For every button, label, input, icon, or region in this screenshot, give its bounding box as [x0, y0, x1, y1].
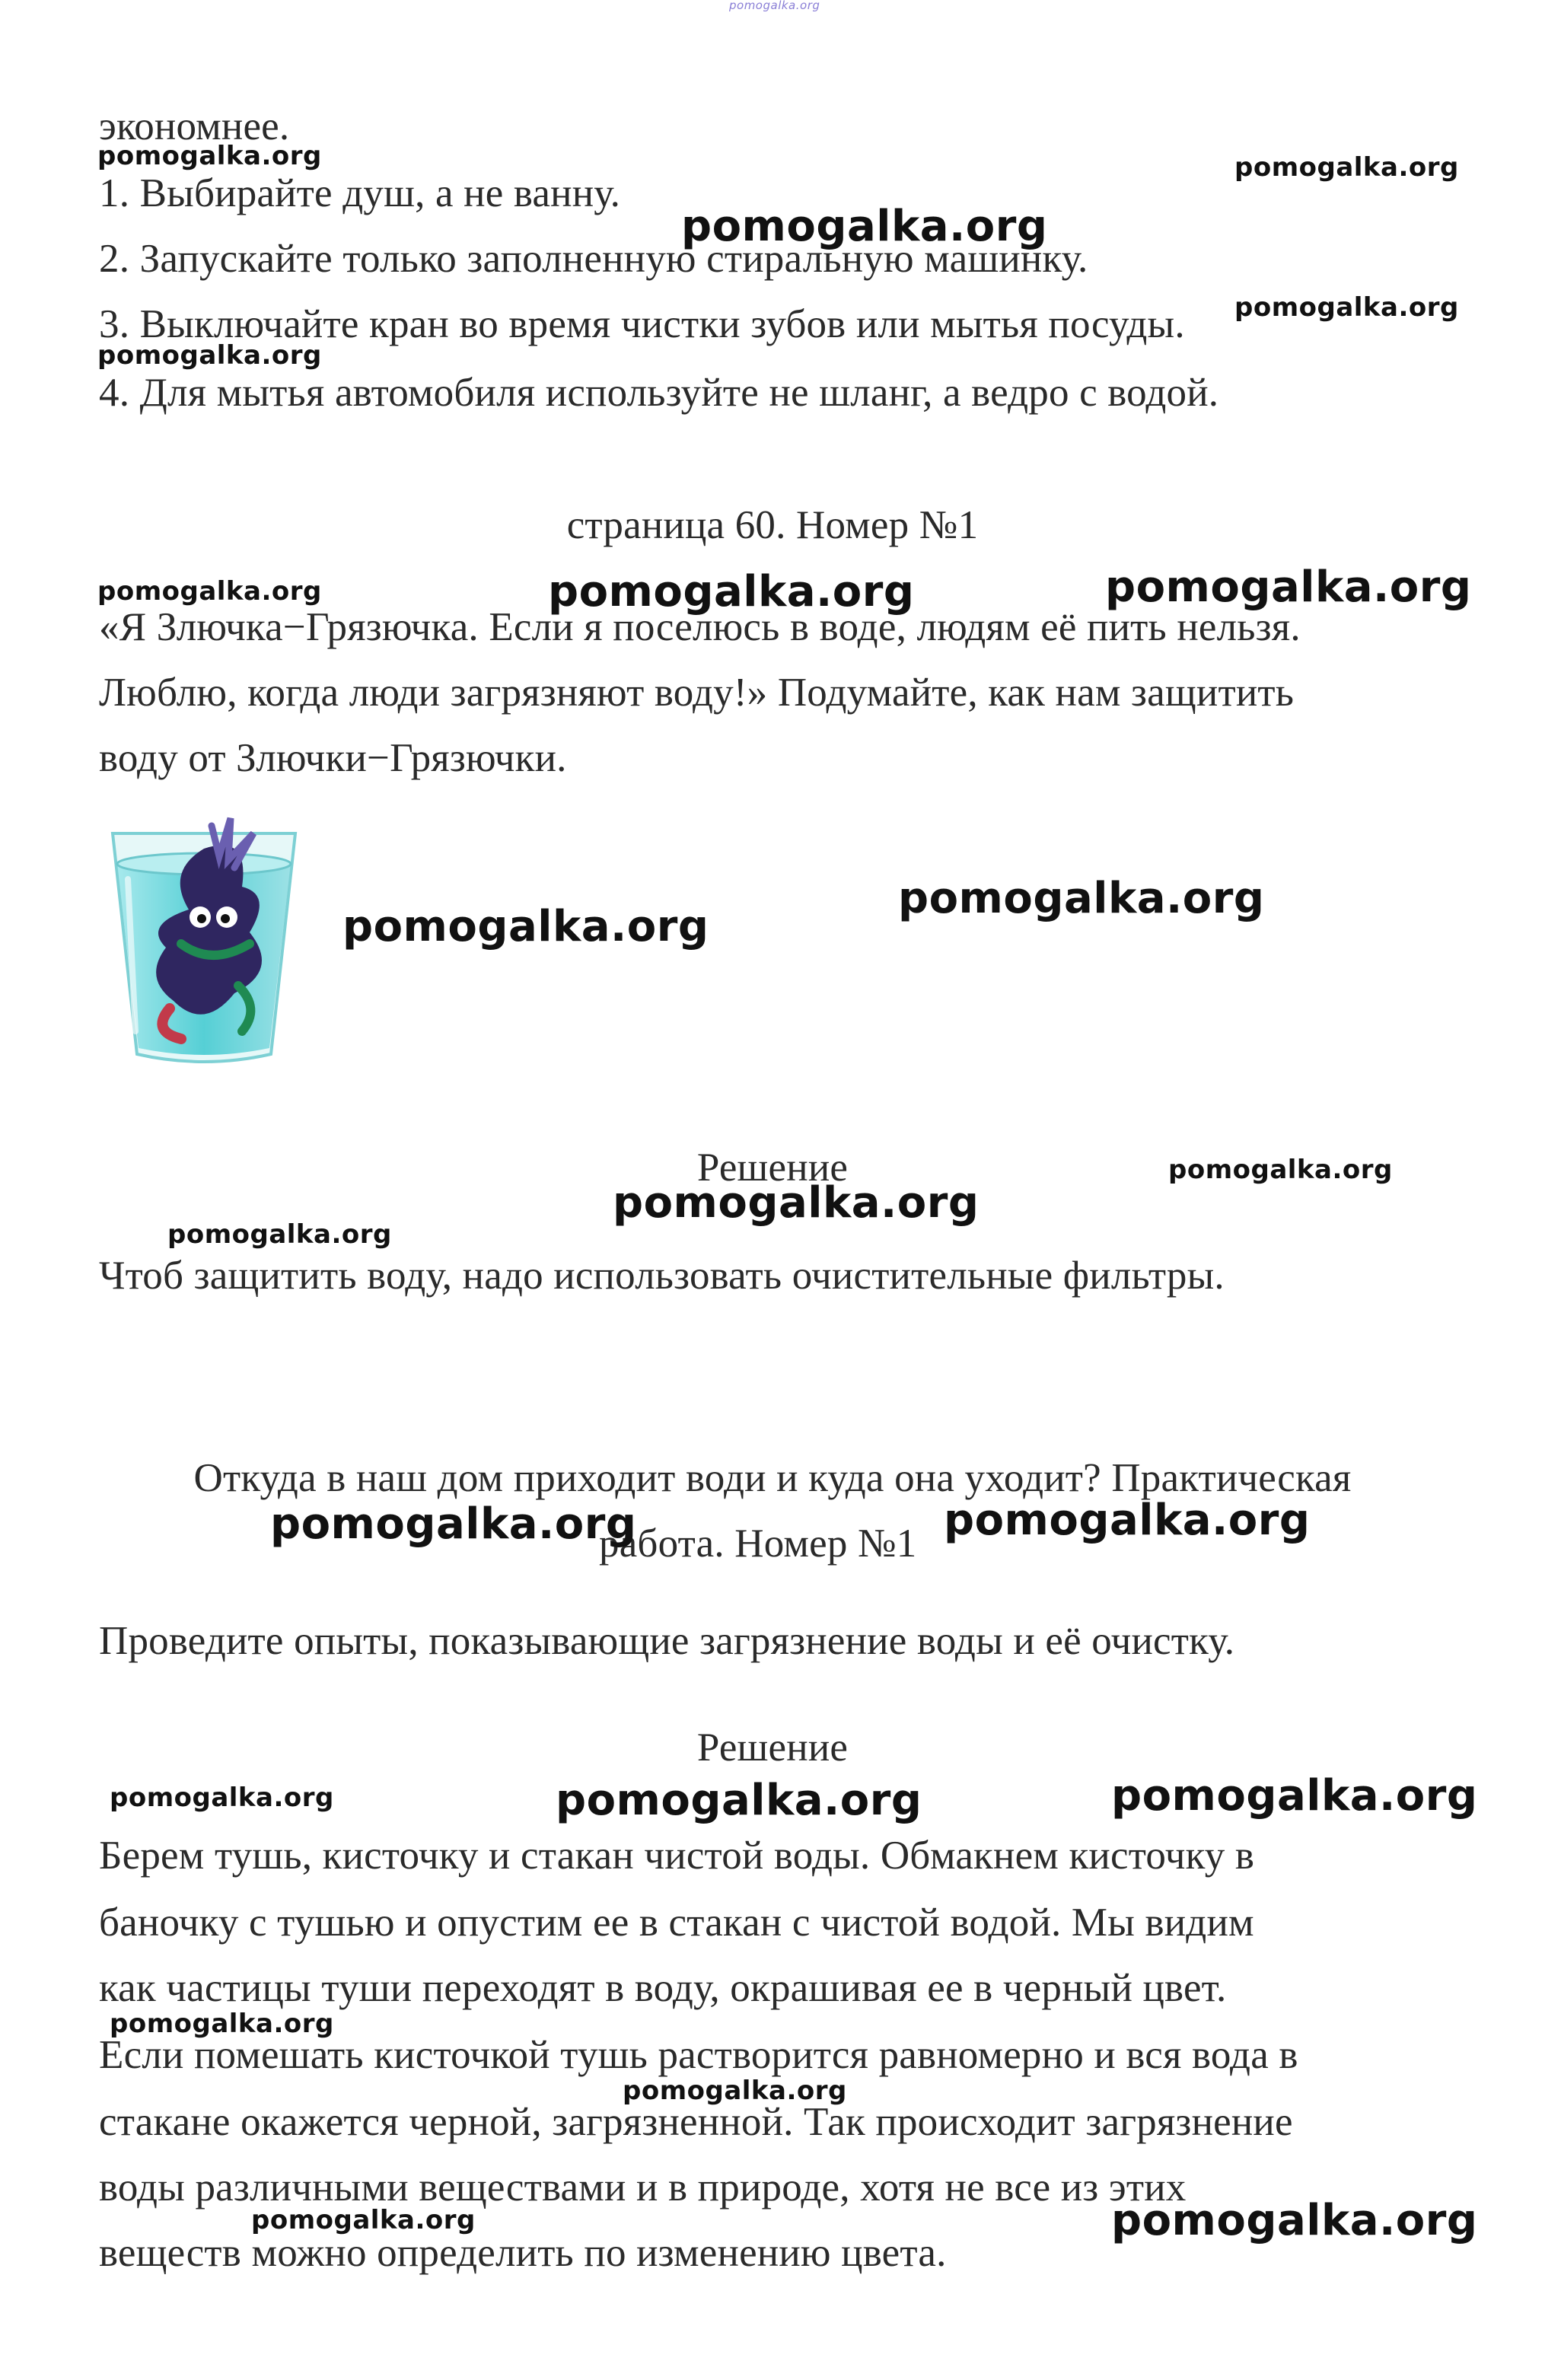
- watermark: pomogalka.org: [1234, 292, 1459, 323]
- watermark: pomogalka.org: [110, 2009, 334, 2039]
- watermark: pomogalka.org: [681, 202, 1048, 251]
- task2-heading-line-2: работа. Номер №1: [599, 1521, 917, 1566]
- watermark: pomogalka.org: [898, 874, 1265, 923]
- watermark: pomogalka.org: [944, 1496, 1311, 1545]
- task2-solution-line-3: как частицы туши переходят в воду, окрашивая ее в черный цвет.: [99, 1966, 1227, 2010]
- task1-solution-text: Чтоб защитить воду, надо использовать очистительные фильтры.: [99, 1254, 1225, 1298]
- header-watermark: pomogalka.org: [729, 0, 820, 12]
- task2-solution-line-2: баночку с тушью и опустим ее в стакан с чистой водой. Мы видим: [99, 1900, 1254, 1945]
- watermark: pomogalka.org: [613, 1178, 980, 1228]
- watermark: pomogalka.org: [1168, 1155, 1393, 1185]
- task2-solution-line-4: Если помешать кисточкой тушь растворится равномерно и вся вода в: [99, 2033, 1298, 2077]
- watermark: pomogalka.org: [97, 141, 322, 171]
- task2-solution-line-5: стакане окажется черной, загрязненной. Так происходит загрязнение: [99, 2100, 1293, 2144]
- task2-solution-line-6: воды различными веществами и в природе, хотя не все из этих: [99, 2165, 1187, 2210]
- watermark: pomogalka.org: [1111, 1771, 1478, 1821]
- task2-solution-line-1: Берем тушь, кисточку и стакан чистой воды. Обмакнем кисточку в: [99, 1834, 1255, 1878]
- tip-item-2: 2. Запускайте только заполненную стиральную машинку.: [99, 237, 1088, 281]
- tip-item-3: 3. Выключайте кран во время чистки зубов или мытья посуды.: [99, 302, 1185, 346]
- watermark: pomogalka.org: [1234, 152, 1459, 183]
- watermark: pomogalka.org: [167, 1219, 392, 1250]
- watermark: pomogalka.org: [623, 2076, 847, 2106]
- task1-heading: страница 60. Номер №1: [566, 503, 979, 547]
- watermark: pomogalka.org: [97, 576, 322, 607]
- watermark: pomogalka.org: [1105, 562, 1472, 612]
- task1-solution-heading: Решение: [696, 1145, 849, 1190]
- tip-item-1: 1. Выбирайте душ, а не ванну.: [99, 171, 621, 215]
- watermark: pomogalka.org: [1111, 2196, 1478, 2245]
- glass-monster-illustration: [97, 803, 311, 1073]
- task1-text-line-2: Люблю, когда люди загрязняют воду!» Подумайте, как нам защитить: [99, 671, 1295, 715]
- watermark: pomogalka.org: [251, 2205, 476, 2235]
- watermark: pomogalka.org: [548, 567, 915, 617]
- watermark: pomogalka.org: [270, 1499, 637, 1549]
- watermark: pomogalka.org: [110, 1783, 334, 1813]
- intro-lead-line: экономнее.: [99, 104, 290, 148]
- task1-text-line-3: воду от Злючки−Грязючки.: [99, 736, 567, 780]
- watermark: pomogalka.org: [342, 902, 709, 951]
- task2-solution-heading: Решение: [696, 1725, 849, 1770]
- task2-heading-line-1: Откуда в наш дом приходит води и куда она уходит? Практическая: [193, 1456, 1352, 1500]
- tip-item-4: 4. Для мытья автомобиля используйте не шланг, а ведро с водой.: [99, 371, 1219, 415]
- watermark: pomogalka.org: [556, 1776, 922, 1825]
- watermark: pomogalka.org: [97, 340, 322, 371]
- task2-question: Проведите опыты, показывающие загрязнение воды и её очистку.: [99, 1619, 1235, 1663]
- task2-solution-line-7: веществ можно определить по изменению цвета.: [99, 2231, 947, 2275]
- task1-text-line-1: «Я Злючка−Грязючка. Если я поселюсь в воде, людям её пить нельзя.: [99, 605, 1301, 649]
